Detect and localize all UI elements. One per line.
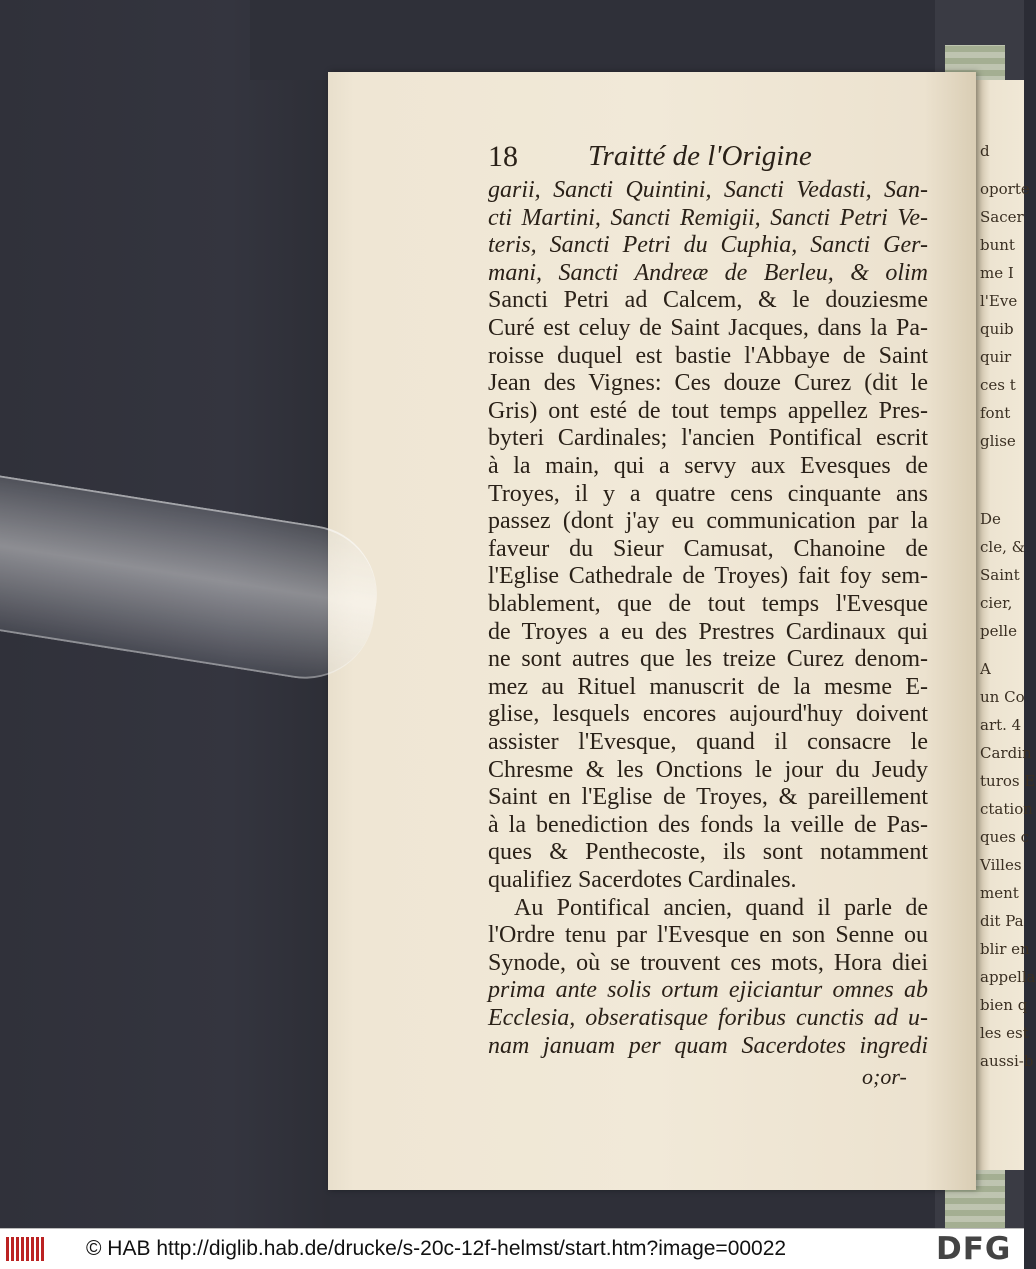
- text-line: prima ante solis ortum ejiciantur omnes ab: [488, 977, 928, 1003]
- text-line: nam januam per quam Sacerdotes ingredi: [488, 1033, 928, 1059]
- text-line: Gris) ont esté de tout temps appellez Pres-: [488, 398, 928, 424]
- text-line: passez (dont j'ay eu communication par la: [488, 508, 928, 534]
- facing-page-fragment: A: [980, 660, 991, 678]
- text-line: l'Eglise Cathedrale de Troyes) fait foy sem-: [488, 563, 928, 589]
- facing-page-fragment: ctation: [980, 800, 1033, 818]
- facing-page-fragment: bunt: [980, 236, 1015, 254]
- facing-page-fragment: Saint: [980, 566, 1020, 584]
- text-line: faveur du Sieur Camusat, Chanoine de: [488, 536, 928, 562]
- facing-page-fragment: ces t: [980, 376, 1016, 394]
- text-line: mez au Rituel manuscrit de la mesme E-: [488, 674, 928, 700]
- text-line: à la main, qui a servy aux Evesques de: [488, 453, 928, 479]
- viewer-footer: [0, 1228, 1024, 1269]
- facing-page-fragment: ques c: [980, 828, 1030, 846]
- text-line: teris, Sancti Petri du Cuphia, Sancti Ger-: [488, 232, 928, 258]
- facing-page-fragment: glise: [980, 432, 1016, 450]
- text-line: l'Ordre tenu par l'Evesque en son Senne ou: [488, 922, 928, 948]
- text-line: Jean des Vignes: Ces douze Curez (dit le: [488, 370, 928, 396]
- text-line: glise, lesquels encores aujourd'huy doivent: [488, 701, 928, 727]
- text-line: blablement, que de tout temps l'Evesque: [488, 591, 928, 617]
- text-line: ne sont autres que les treize Curez denom-: [488, 646, 928, 672]
- facing-page-fragment: bien q: [980, 996, 1028, 1014]
- text-line: à la benediction des fonds la veille de Pas-: [488, 812, 928, 838]
- facing-page-fragment: aussi-b: [980, 1052, 1034, 1070]
- text-line: de Troyes a eu des Prestres Cardinaux qui: [488, 619, 928, 645]
- background-board-top: [250, 0, 940, 80]
- text-line: Sancti Petri ad Calcem, & le douziesme: [488, 287, 928, 313]
- text-line: ques & Penthecoste, ils sont notamment: [488, 839, 928, 865]
- text-line: qualifiez Sacerdotes Cardinales.: [488, 867, 797, 893]
- text-line: Ecclesia, obseratisque foribus cunctis ad u-: [488, 1005, 928, 1031]
- facing-page-fragment: me I: [980, 264, 1014, 282]
- facing-page-fragment: blir en: [980, 940, 1030, 958]
- copyright-link[interactable]: © HAB http://diglib.hab.de/drucke/s-20c-12f-helmst/start.htm?image=00022: [86, 1237, 787, 1260]
- text-line: roisse duquel est bastie l'Abbaye de Saint: [488, 343, 928, 369]
- text-line: Curé est celuy de Saint Jacques, dans la Pa-: [488, 315, 928, 341]
- facing-page-fragment: Sacer: [980, 208, 1024, 226]
- text-line: Troyes, il y a quatre cens cinquante ans: [488, 481, 928, 507]
- text-line: Chresme & les Onctions le jour du Jeudy: [488, 757, 928, 783]
- facing-page-fragment: l'Eve: [980, 292, 1018, 310]
- facing-page-edge: [976, 80, 1036, 1170]
- facing-page-fragment: cle, &: [980, 538, 1025, 556]
- text-line: cti Martini, Sancti Remigii, Sancti Petri Ve-: [488, 205, 928, 231]
- text-line: Synode, où se trouvent ces mots, Hora diei: [488, 950, 928, 976]
- facing-page-fragment: les est: [980, 1024, 1029, 1042]
- facing-page-fragment: cier,: [980, 594, 1013, 612]
- text-line: assister l'Evesque, quand il consacre le: [488, 729, 928, 755]
- facing-page-fragment: De: [980, 510, 1001, 528]
- facing-page-fragment: un Co: [980, 688, 1025, 706]
- facing-page-fragment: pelle: [980, 622, 1017, 640]
- catchword: o;or-: [862, 1064, 907, 1089]
- dfg-logo[interactable]: DFG: [936, 1231, 1012, 1267]
- running-title: Traitté de l'Origine: [588, 140, 812, 172]
- text-line: mani, Sancti Andreæ de Berleu, & olim: [488, 260, 928, 286]
- text-line: Au Pontifical ancien, quand il parle de: [514, 895, 928, 921]
- hab-logo-icon[interactable]: [6, 1237, 46, 1261]
- facing-page-fragment: art. 4: [980, 716, 1022, 734]
- page-number: 18: [488, 140, 518, 173]
- facing-page-fragment: Villes: [980, 856, 1022, 874]
- text-line: garii, Sancti Quintini, Sancti Vedasti, San-: [488, 177, 928, 203]
- facing-page-fragment: oporte: [980, 180, 1030, 198]
- facing-page-fragment: quir: [980, 348, 1012, 366]
- text-line: byteri Cardinales; l'ancien Pontifical escrit: [488, 425, 928, 451]
- facing-page-fragment: Cardin: [980, 744, 1032, 762]
- facing-page-fragment: turos E: [980, 772, 1036, 790]
- text-line: Saint en l'Eglise de Troyes, & pareillement: [488, 784, 928, 810]
- facing-page-fragment: d: [980, 142, 990, 160]
- facing-page-fragment: ment: [980, 884, 1019, 902]
- facing-page-fragment: quib: [980, 320, 1014, 338]
- facing-page-fragment: font: [980, 404, 1011, 422]
- facing-page-fragment: appella: [980, 968, 1036, 986]
- facing-page-fragment: dit Pa: [980, 912, 1024, 930]
